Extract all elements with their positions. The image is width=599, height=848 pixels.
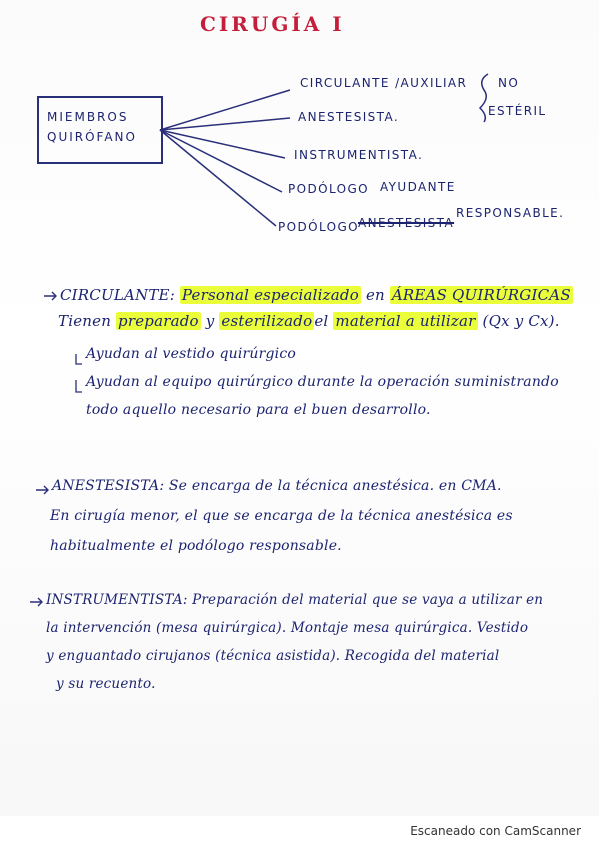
- branch-instrumentista: INSTRUMENTISTA.: [294, 148, 424, 162]
- circulante-item-1: Ayudan al vestido quirúrgico: [86, 346, 297, 362]
- instrumentista-line-1: INSTRUMENTISTA: Preparación del material que se vaya a utilizar en: [46, 592, 544, 608]
- c2-c: el: [314, 312, 329, 330]
- box-line-2: QUIRÓFANO: [47, 130, 137, 144]
- circulante-areas: ÁREAS QUIRÚRGICAS: [391, 286, 571, 304]
- c2-a: Tienen: [58, 312, 112, 330]
- box-line-1: MIEMBROS: [47, 110, 129, 124]
- branch-anestesista: ANESTESISTA.: [298, 110, 400, 124]
- note-esteril: ESTÉRIL: [488, 104, 547, 118]
- page-title: CIRUGÍA I: [200, 12, 345, 36]
- branch-circulante: CIRCULANTE /AUXILIAR: [300, 76, 468, 90]
- circulante-highlight-1: Personal especializado: [181, 286, 359, 304]
- circulante-label: CIRCULANTE:: [60, 286, 175, 304]
- scanner-watermark: Escaneado con CamScanner: [410, 824, 581, 838]
- circulante-item-3: todo aquello necesario para el buen desarrollo.: [86, 402, 431, 418]
- anestesista-line-1: ANESTESISTA: Se encarga de la técnica anestésica. en CMA.: [52, 478, 502, 494]
- circulante-item-2: Ayudan al equipo quirúrgico durante la operación suministrando: [86, 374, 559, 390]
- circulante-text-en: en: [365, 286, 385, 304]
- anestesista-line-3: habitualmente el podólogo responsable.: [50, 538, 342, 554]
- note-no: NO: [498, 76, 520, 90]
- c2-hl3: material a utilizar: [335, 312, 476, 330]
- c2-hl1: preparado: [118, 312, 199, 330]
- instrumentista-line-2: la intervención (mesa quirúrgica). Montaje mesa quirúrgica. Vestido: [46, 620, 529, 636]
- c2-b: y: [205, 312, 215, 330]
- c2-hl2: esterilizado: [221, 312, 313, 330]
- scanner-footer: [0, 816, 599, 848]
- anestesista-line-2: En cirugía menor, el que se encarga de la técnica anestésica es: [50, 508, 513, 524]
- branch-podologo-responsable-struck: ANESTESISTA: [358, 216, 455, 230]
- circulante-line-1: [60, 286, 573, 304]
- branch-podologo-ayudante-b: AYUDANTE: [380, 180, 456, 194]
- instrumentista-line-4: y su recuento.: [56, 676, 156, 692]
- branch-podologo-ayudante-a: PODÓLOGO: [288, 182, 370, 196]
- c2-d: (Qx y Cx).: [482, 312, 560, 330]
- circulante-line-2: [58, 312, 560, 330]
- branch-podologo-responsable-c: RESPONSABLE.: [456, 206, 565, 220]
- branch-podologo-responsable-a: PODÓLOGO: [278, 220, 360, 234]
- instrumentista-line-3: y enguantado cirujanos (técnica asistida). Recogida del material: [46, 648, 500, 664]
